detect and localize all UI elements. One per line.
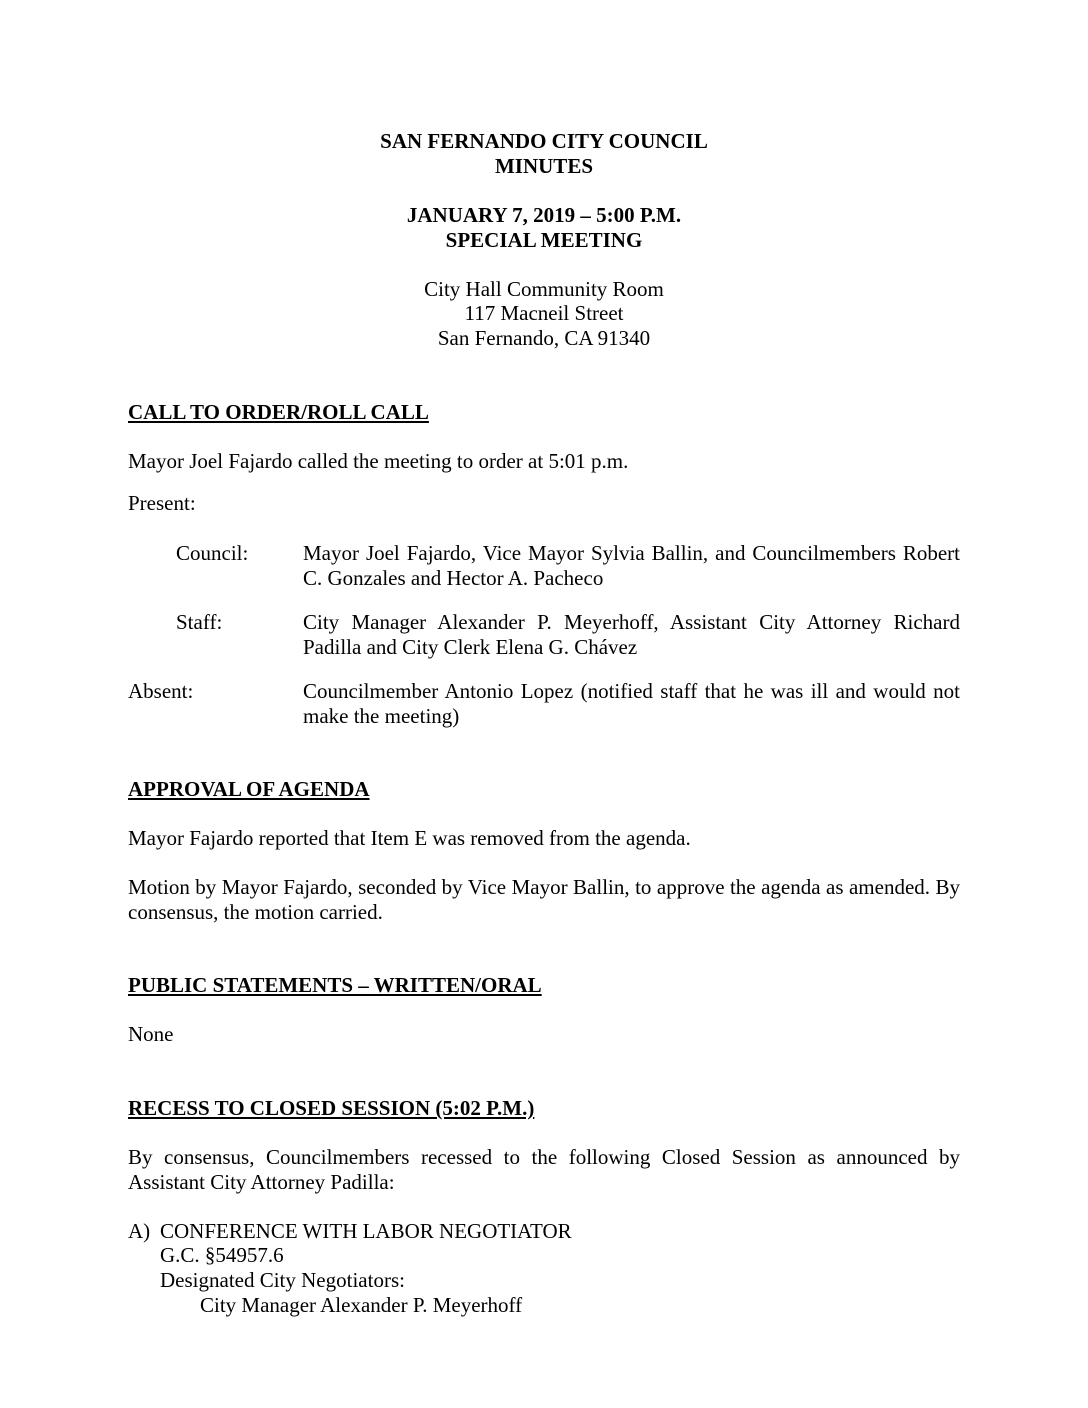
recess-text: By consensus, Councilmembers recessed to the following Closed Session as announced by Assistant City Attorney Padilla: (128, 1145, 960, 1194)
approval-heading: APPROVAL OF AGENDA (128, 777, 370, 801)
council-label: Council: (176, 541, 249, 565)
item-a-negotiator: City Manager Alexander P. Meyerhoff (200, 1293, 523, 1317)
approval-motion: Motion by Mayor Fajardo, seconded by Vice Mayor Ballin, to approve the agenda as amended. By consensus, the motion carried. (128, 875, 960, 924)
call-to-order-heading: CALL TO ORDER/ROLL CALL (128, 400, 429, 424)
item-a-title: CONFERENCE WITH LABOR NEGOTIATOR (160, 1219, 572, 1243)
item-a-negotiators-label: Designated City Negotiators: (160, 1268, 405, 1292)
staff-members: City Manager Alexander P. Meyerhoff, Assistant City Attorney Richard Padilla and City Clerk Elena G. Chávez (303, 610, 960, 659)
public-statements-heading: PUBLIC STATEMENTS – WRITTEN/ORAL (128, 973, 542, 997)
location-city: San Fernando, CA 91340 (437, 326, 651, 350)
council-title: SAN FERNANDO CITY COUNCIL (380, 129, 708, 153)
present-label: Present: (128, 491, 196, 515)
absent-label: Absent: (128, 679, 194, 703)
staff-label: Staff: (176, 610, 223, 634)
location-street: 117 Macneil Street (464, 301, 624, 325)
public-statements-text: None (128, 1022, 174, 1046)
item-a-marker: A) (128, 1219, 151, 1243)
item-a-code: G.C. §54957.6 (160, 1243, 284, 1267)
call-to-order-text: Mayor Joel Fajardo called the meeting to order at 5:01 p.m. (128, 449, 629, 473)
council-members: Mayor Joel Fajardo, Vice Mayor Sylvia Ballin, and Councilmembers Robert C. Gonzales and Hector A. Pacheco (303, 541, 960, 590)
recess-heading: RECESS TO CLOSED SESSION (5:02 P.M.) (128, 1096, 535, 1120)
location-room: City Hall Community Room (424, 277, 664, 301)
approval-report: Mayor Fajardo reported that Item E was removed from the agenda. (128, 826, 691, 850)
meeting-date: JANUARY 7, 2019 – 5:00 P.M. (406, 203, 682, 227)
meeting-type: SPECIAL MEETING (445, 228, 643, 252)
minutes-title: MINUTES (494, 154, 594, 178)
absent-members: Councilmember Antonio Lopez (notified staff that he was ill and would not make the meeting) (303, 679, 960, 728)
